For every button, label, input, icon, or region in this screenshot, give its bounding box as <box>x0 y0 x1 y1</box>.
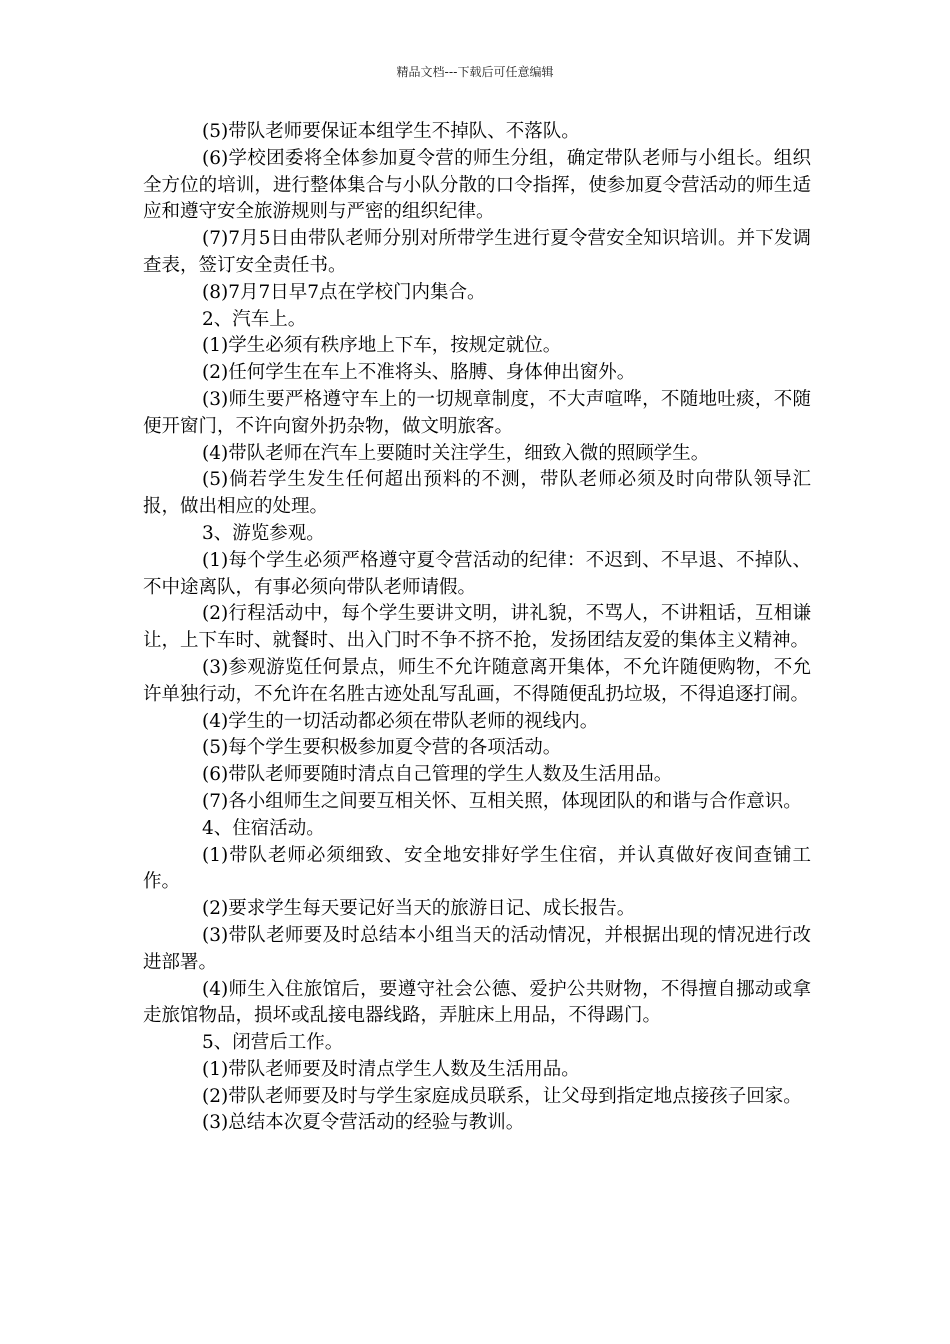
page-header: 精品文档---下载后可任意编辑 <box>396 65 554 79</box>
paragraph: (7)各小组师生之间要互相关怀、互相关照，体现团队的和谐与合作意识。 <box>202 790 802 812</box>
paragraph: (3)总结本次夏令营活动的经验与教训。 <box>202 1112 525 1134</box>
paragraph: (2)行程活动中，每个学生要讲文明，讲礼貌，不骂人，不讲粗话，互相谦让，上下车时、就餐时、出入门时不争不挤不抢，发扬团结友爱的集体主义精神。 <box>143 603 811 652</box>
section-heading: 3、游览参观。 <box>202 522 325 544</box>
section-heading: 2、汽车上。 <box>202 308 307 330</box>
paragraph: (2)任何学生在车上不准将头、胳膊、身体伸出窗外。 <box>202 362 636 384</box>
paragraph: (7)7月5日由带队老师分别对所带学生进行夏令营安全知识培训。并下发调查表，签订安全责任书。 <box>143 228 811 276</box>
paragraph: (5)每个学生要积极参加夏令营的各项活动。 <box>202 737 562 759</box>
section-heading: 4、住宿活动。 <box>202 817 325 839</box>
paragraph: (1)带队老师必须细致、安全地安排好学生住宿，并认真做好夜间查铺工作。 <box>143 844 811 893</box>
paragraph: (3)带队老师要及时总结本小组当天的活动情况，并根据出现的情况进行改进部署。 <box>143 924 811 973</box>
paragraph: (1)每个学生必须严格遵守夏令营活动的纪律：不迟到、不早退、不掉队、不中途离队，有事必须向带队老师请假。 <box>143 549 811 598</box>
paragraph: (3)参观游览任何景点，师生不允许随意离开集体，不允许随便购物，不允许单独行动，不允许在名胜古迹处乱写乱画，不得随便乱扔垃圾，不得追逐打闹。 <box>143 656 811 705</box>
document-body <box>143 119 811 1137</box>
paragraph: (5)带队老师要保证本组学生不掉队、不落队。 <box>202 121 580 142</box>
paragraph: (1)学生必须有秩序地上下车，按规定就位。 <box>202 335 562 357</box>
paragraph: (5)倘若学生发生任何超出预料的不测，带队老师必须及时向带队领导汇报，做出相应的处理。 <box>143 469 811 518</box>
section-heading: 5、闭营后工作。 <box>202 1032 344 1054</box>
paragraph: (2)带队老师要及时与学生家庭成员联系，让父母到指定地点接孩子回家。 <box>202 1085 802 1107</box>
paragraph: (6)带队老师要随时清点自己管理的学生人数及生活用品。 <box>202 764 673 786</box>
paragraph: (8)7月7日早7点在学校门内集合。 <box>202 281 486 303</box>
paragraph: (4)带队老师在汽车上要随时关注学生，细致入微的照顾学生。 <box>202 442 710 464</box>
paragraph: (6)学校团委将全体参加夏令营的师生分组，确定带队老师与小组长。组织全方位的培训，进行整体集合与小队分散的口令指挥，使参加夏令营活动的师生适应和遵守安全旅游规则与严密的组织纪律。 <box>143 147 811 223</box>
paragraph: (4)师生入住旅馆后，要遵守社会公德、爱护公共财物，不得擅自挪动或拿走旅馆物品，损坏或乱接电器线路，弄脏床上用品，不得踢门。 <box>143 978 811 1027</box>
paragraph: (1)带队老师要及时清点学生人数及生活用品。 <box>202 1058 580 1080</box>
paragraph: (4)学生的一切活动都必须在带队老师的视线内。 <box>202 710 599 732</box>
paragraph: (3)师生要严格遵守车上的一切规章制度，不大声喧哗，不随地吐痰，不随便开窗门，不许向窗外扔杂物，做文明旅客。 <box>143 388 811 437</box>
paragraph: (2)要求学生每天要记好当天的旅游日记、成长报告。 <box>202 898 636 920</box>
